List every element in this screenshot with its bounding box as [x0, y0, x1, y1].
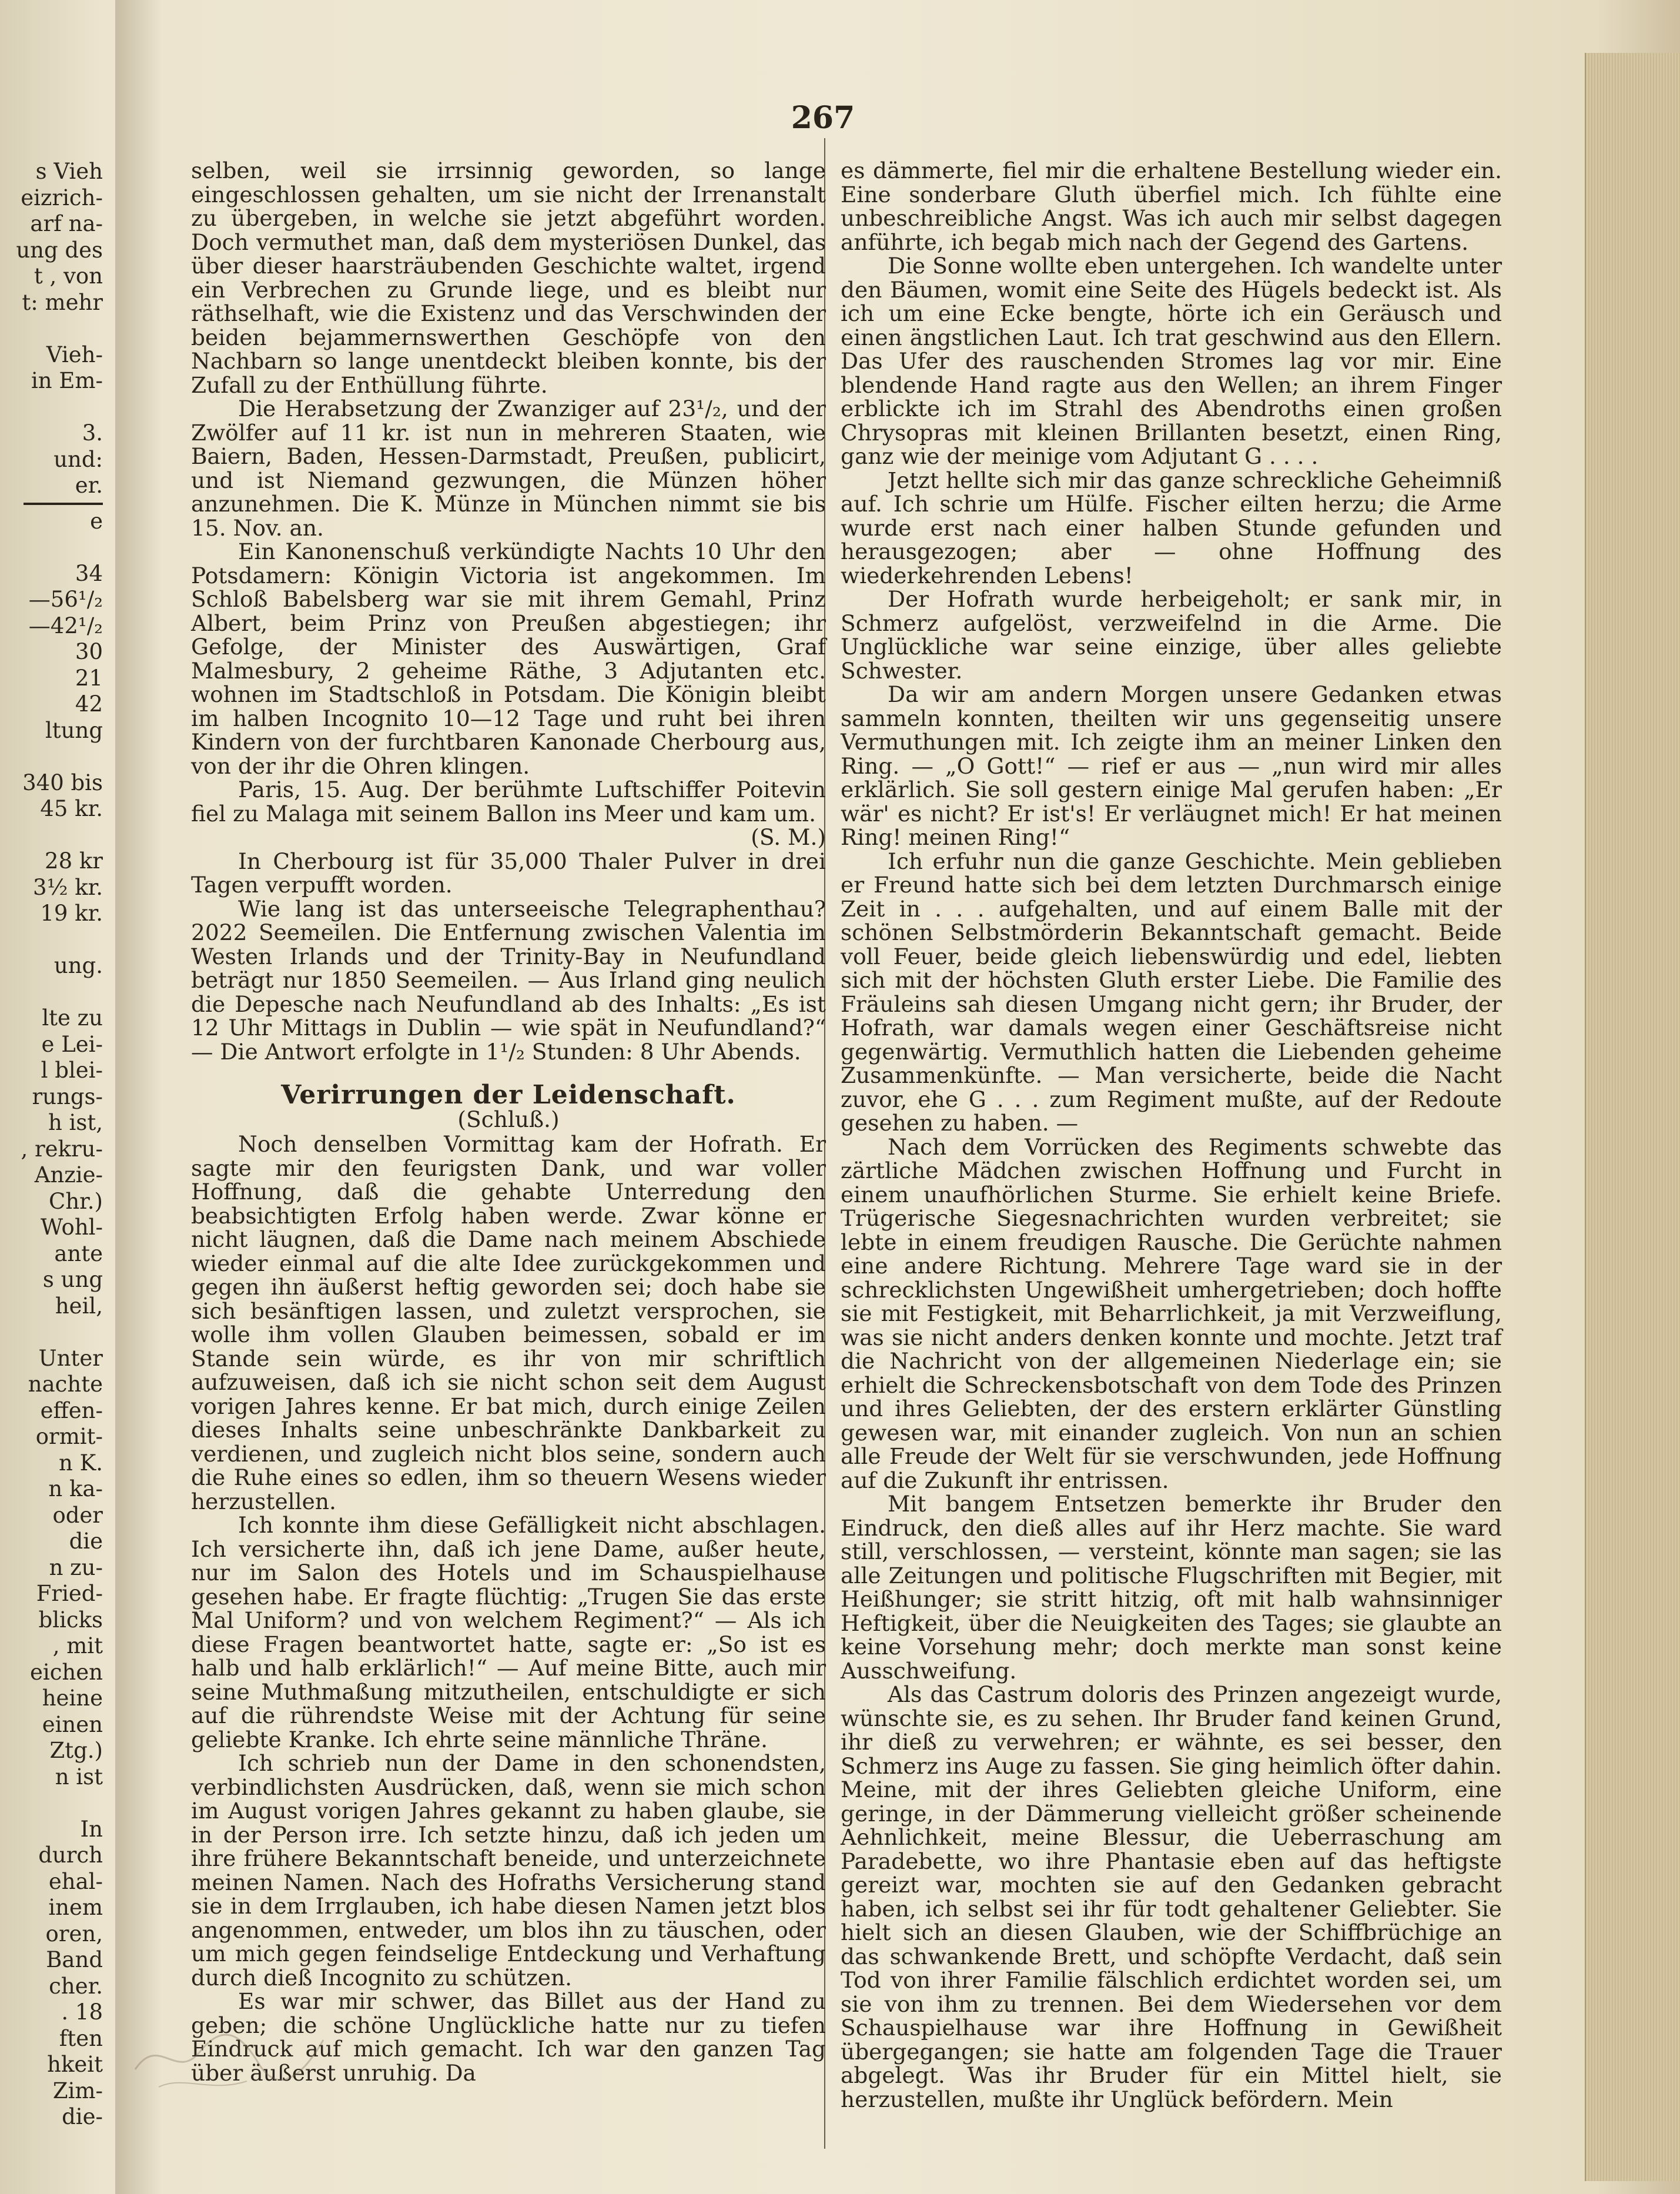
fragment-line: blicks: [38, 1607, 103, 1633]
section-heading: Verirrungen der Leidenschaft.: [281, 1080, 736, 1110]
fragment-line: cher.: [49, 1973, 103, 1999]
fragment-line: ormit-: [35, 1424, 103, 1449]
fragment-line: Wohl-: [41, 1215, 103, 1240]
fragment-line: einen: [42, 1711, 103, 1737]
fragment-line: s Vieh: [35, 159, 103, 184]
fragment-line: inem: [48, 1895, 103, 1920]
fragment-line: [0, 979, 103, 1006]
fragment-line: e Lei-: [41, 1031, 103, 1057]
right-paragraph: es dämmerte, fiel mir die erhaltene Bestellung wieder ein. Eine sonderbare Gluth überfiel mich. Ich fühlte eine unbeschreibliche Angst. Was ich auch mir selbst dagegen anführte, ich begab mich nach der Gegend des Gartens.: [841, 158, 1502, 255]
fragment-line: [0, 1319, 103, 1346]
story-paragraph: Es war mir schwer, das Billet aus der Hand zu geben; die schöne Unglückliche hatte nur zu tiefen Eindruck auf mich gemacht. Ich war den ganzen Tag über äußerst unruhig. Da: [191, 1988, 826, 2086]
news-paragraph: selben, weil sie irrsinnig geworden, so lange eingeschlossen gehalten, um sie nicht der Irrenanstalt zu übergeben, in welche sie jetzt abgeführt worden. Doch vermuthet man, daß dem mysteriösen Dunkel, das über dieser haarsträubenden Geschichte waltet, irgend ein Verbrechen zu Grunde liege, und es bleibt nur räthselhaft, wie die Existenz und das Verschwinden der beiden bejammernswerthen Geschöpfe von den Nachbarn so lange unentdeckt bleiben konnte, bis der Zufall zu der Enthüllung führte.: [191, 158, 826, 398]
fragment-line: rungs-: [32, 1083, 103, 1109]
fragment-line: [0, 534, 103, 561]
news-paragraph: Ein Kanonenschuß verkündigte Nachts 10 Uhr den Potsdamern: Königin Victoria ist angekommen. Im Schloß Babelsberg war sie mit ihrem Gemahl, Prinz Albert, beim Prinz von Preußen abgestiegen; ihr Gefolge, der Minister des Auswärtigen, Graf Malmesbury, 2 geheime Räthe, 3 Adjutanten etc. wohnen im Stadtschloß in Potsdam. Die Königin bleibt im halben Incognito 10—12 Tage und ruht bei ihren Kindern von der furchtbaren Kanonade Cherbourg aus, von der ihr die Ohren klingen.: [191, 539, 826, 779]
fragment-line: Zim-: [52, 2078, 103, 2103]
story-paragraph: Ich schrieb nun der Dame in den schonendsten, verbindlichsten Ausdrücken, daß, wenn sie mich schon im August vorigen Jahres gekannt zu haben glaube, sie in der Person irre. Ich setzte hinzu, daß ich jeden um ihre frühere Bekanntschaft beneide, und unterzeichnete meinen Namen. Nach des Hofraths Versicherung stand sie in dem Irrglauben, ich habe diesen Namen jetzt blos angenommen, entweder, um blos ihn zu täuschen, oder um mich gegen feindselige Entdeckung und Verhaftung durch dieß Incognito zu schützen.: [191, 1750, 826, 1991]
news-paragraph: Die Herabsetzung der Zwanziger auf 23¹/₂, und der Zwölfer auf 11 kr. ist nun in mehreren Staaten, wie Baiern, Baden, Hessen-Darmstadt, Preußen, publicirt, und ist Niemand gezwungen, die Münzen höher anzunehmen. Die K. Münze in München nimmt sie bis 15. Nov. an.: [191, 396, 826, 541]
fragment-line: —42¹/₂: [28, 613, 103, 638]
fragment-line: , mit: [52, 1633, 103, 1658]
right-paragraph: Als das Castrum doloris des Prinzen angezeigt wurde, wünschte sie, es zu sehen. Ihr Bruder fand keinen Grund, ihr dieß zu verwehren; er wähnte, es sei besser, den Schmerz ins Auge zu fassen. Sie ging heimlich öfter dahin. Meine, mit der ihres Geliebten gleiche Uniform, eine geringe, in der Dämmerung vielleicht größer scheinende Aehnlichkeit, meine Blessur, die Ueberraschung am Paradebette, wo ihre Phantasie eben auf das heftigste gereizt war, mochten sie auf den Gedanken gebracht haben, ich selbst sei ihr für todt gehaltener Geliebter. Sie hielt sich an diesen Glauben, wie der Schiffbrüchige an das schwankende Brett, und schöpfte Verdacht, daß sein Tod von ihrer Familie fälschlich erdichtet worden sei, um sie von ihm zu trennen. Bei dem Wiedersehen vor dem Schauspielhause war ihre Hoffnung in Gewißheit übergegangen; sie hatte am folgenden Tage die Trauer abgelegt. Was ihr Bruder für ein Mittel hielt, sie herzustellen, mußte ihr Unglück befördern. Mein: [841, 1681, 1502, 2112]
right-paragraph: Ich erfuhr nun die ganze Geschichte. Mein geblieben er Freund hatte sich bei dem letzten Durchmarsch einige Zeit in . . . aufgehalten, und auf einem Balle mit der schönen Selbstmörderin Bekanntschaft gemacht. Beide voll Feuer, beide gleich liebenswürdig und edel, liebten sich mit der höchsten Gluth erster Liebe. Die Familie des Fräuleins sah diesen Umgang nicht gern; ihr Bruder, der Hofrath, war damals wegen einer Geschäftsreise nicht gegenwärtig. Vermuthlich hatten die Liebenden geheime Zusammenkünfte. — Man versicherte, beide die Nacht zuvor, ehe G . . . zum Regiment mußte, auf der Redoute gesehen zu haben. —: [841, 848, 1502, 1136]
fragment-line: 3.: [82, 420, 103, 446]
fragment-line: [0, 394, 103, 421]
fragment-line: Fried-: [36, 1581, 103, 1606]
fragment-line: 45 kr.: [40, 796, 103, 821]
fragment-line: 21: [75, 665, 103, 691]
news-paragraph: Paris, 15. Aug. Der berühmte Luftschiffer Poitevin fiel zu Malaga mit seinem Ballon ins Meer und kam um.: [191, 777, 826, 827]
fragment-line: oren,: [45, 1921, 103, 1946]
fragment-line: n ka-: [48, 1476, 103, 1501]
fragment-line: 340 bis: [22, 770, 103, 795]
fragment-line: [0, 316, 103, 342]
fragment-line: ltung: [45, 717, 103, 743]
fragment-line: t , von: [34, 263, 103, 289]
fragment-line: ung des: [16, 237, 103, 263]
fragment-line: heine: [42, 1685, 103, 1711]
fragment-line: h ist,: [48, 1110, 103, 1135]
fragment-line: nachte: [28, 1372, 103, 1397]
fragment-line: [0, 927, 103, 954]
story-paragraphs: [191, 1132, 826, 2085]
fragment-line: [0, 744, 103, 770]
fragment-line: und:: [53, 446, 103, 472]
fragment-line: n K.: [59, 1450, 103, 1476]
news-paragraph: (S. M.): [751, 824, 826, 850]
fragment-line: l blei-: [41, 1058, 103, 1083]
fragment-line: 19 kr.: [40, 901, 103, 926]
fragment-line: [0, 822, 103, 849]
fragment-line: lte zu: [42, 1005, 103, 1031]
fragment-line: ehal-: [48, 1868, 103, 1894]
news-paragraph: Wie lang ist das unterseeische Telegraphenthau? 2022 Seemeilen. Die Entfernung zwischen Valentia im Westen Irlands und der Trinity-Bay in Neufundland beträgt nur 1850 Seemeilen. — Aus Irland ging neulich die Depesche nach Neufundland ab des Inhalts: „Es ist 12 Uhr Mittags in Dublin — wie spät in Neufundland?“ — Die Antwort erfolgte in 1¹/₂ Stunden: 8 Uhr Abends.: [191, 895, 826, 1065]
right-paragraph: Mit bangem Entsetzen bemerkte ihr Bruder den Eindruck, den dieß alles auf ihr Herz machte. Sie ward still, verschlossen, — versteint, könnte man sagen; sie las alle Zeitungen und politische Flugschriften mit Begier, mit Heißhunger; sie stritt hitzig, oft mit halb wahnsinniger Heftigkeit, über die Neuigkeiten des Tages; sie glaubte an keine Vorsehung mehr; doch merkte man sonst keine Ausschweifung.: [841, 1491, 1502, 1684]
right-paragraph: Da wir am andern Morgen unsere Gedanken etwas sammeln konnten, theilten wir uns gegenseitig unsere Vermuthungen mit. Ich zeigte ihm an meiner Linken den Ring. — „O Gott!“ — rief er aus — „nun wird mir alles erklärlich. Sie soll gestern einige Mal gerufen haben: „Er wär' es nicht? Er ist's! Er verläugnet mich! Er hat meinen Ring! meinen Ring!“: [841, 681, 1502, 850]
fragment-line: die-: [62, 2104, 103, 2129]
fragment-line: effen-: [40, 1397, 103, 1423]
fragment-line: Vieh-: [46, 342, 103, 367]
page-number: 267: [791, 100, 855, 136]
fragment-line: , rekru-: [21, 1136, 103, 1162]
fragment-line: Unter: [38, 1345, 103, 1371]
left-column: [191, 159, 826, 2085]
fragment-line: eizrich-: [21, 185, 103, 210]
fragment-line: In: [80, 1816, 103, 1842]
fragment-line: 42: [75, 691, 103, 717]
fragment-line: durch: [38, 1842, 103, 1868]
right-paragraph: Nach dem Vorrücken des Regiments schwebte das zärtliche Mädchen zwischen Hoffnung und Furcht in einem unaufhörlichen Sturme. Sie erhielt keine Briefe. Trügerische Siegesnachrichten wurden verbreitet; sie lebte in einem freudigen Rausche. Die Gerüchte nahmen eine andere Richtung. Mehrere Tage ward sie in der schrecklichsten Ungewißheit umhergetrieben; doch hoffte sie mit Festigkeit, mit Beharrlichkeit, ja mit Verzweiflung, was sie nicht anders denken konnte und mochte. Jetzt traf die Nachricht von der allgemeinen Niederlage ein; sie erhielt die Schreckensbotschaft von dem Tode des Prinzen und ihres Geliebten, der des erstern erklärter Günstling gewesen war, mit einander zugleich. Von nun an schien alle Freude der Welt für sie verschwunden, jede Hoffnung auf die Zukunft ihr entrissen.: [841, 1133, 1502, 1493]
fragment-line: e: [90, 508, 103, 534]
fragment-line: —56¹/₂: [28, 587, 103, 612]
fragment-line: oder: [52, 1502, 103, 1528]
fragment-line: in Em-: [31, 368, 103, 393]
fragment-line: 34: [75, 560, 103, 586]
fragment-line: hkeit: [47, 2052, 103, 2077]
news-paragraph: In Cherbourg ist für 35,000 Thaler Pulver in drei Tagen verpufft worden.: [191, 848, 826, 898]
book-gutter-shadow: [115, 0, 162, 2194]
fragment-line: t: mehr: [22, 289, 103, 315]
fragment-line: eichen: [29, 1659, 103, 1685]
fragment-line: 30: [75, 639, 103, 664]
facing-page-fragments: [0, 159, 103, 2131]
story-paragraph: Ich konnte ihm diese Gefälligkeit nicht abschlagen. Ich versicherte ihn, daß ich jene Dame, außer heute, nur im Salon des Hotels und im Schauspielhause gesehen habe. Er fragte flüchtig: „Trugen Sie das erste Mal Uniform? und von welchem Regiment?“ — Als ich diese Fragen beantwortet hatte, sagte er: „So ist es halb und halb erklärlich!“ — Auf meine Bitte, auch mir seine Muthmaßung mitzutheilen, entschuldigte er sich auf die rührendste Weise mit der Achtung für seine geliebte Kranke. Ich ehrte seine männliche Thräne.: [191, 1512, 826, 1752]
section-subheading: (Schluß.): [457, 1106, 560, 1132]
fragment-line: Band: [46, 1947, 103, 1972]
right-paragraph: Die Sonne wollte eben untergehen. Ich wandelte unter den Bäumen, womit eine Seite des Hügels bedeckt ist. Als ich um eine Ecke bengte, hörte ich ein Geräusch und einen ängstlichen Laut. Ich trat geschwind aus den Ellern. Das Ufer des rauschenden Stromes lag vor mir. Eine blendende Hand ragte aus den Wellen; an ihrem Finger erblickte ich im Strahl des Abendroths einen großen Chrysopras mit kleinen Brillanten besetzt, einen Ring, ganz wie der meinige vom Adjutant G . . . .: [841, 253, 1502, 469]
fragment-line: [0, 1790, 103, 1817]
news-items: [191, 159, 826, 1063]
right-column: [841, 159, 1502, 2111]
fragment-line: ante: [54, 1240, 103, 1266]
fragment-line: Ztg.): [49, 1738, 103, 1763]
right-paragraph: Jetzt hellte sich mir das ganze schreckliche Geheimniß auf. Ich schrie um Hülfe. Fischer eilten herzu; die Arme wurde erst nach einer halben Stunde gefunden und herausgezogen; aber — ohne Hoffnung des wiederkehrenden Lebens!: [841, 467, 1502, 588]
fragment-line: die: [69, 1529, 103, 1554]
fragment-line: 3½ kr.: [33, 874, 103, 900]
fragment-line: s ung: [42, 1267, 103, 1292]
fragment-line: Chr.): [49, 1188, 103, 1214]
fragment-line: n ist: [55, 1764, 103, 1790]
fragment-line: Anzie-: [34, 1162, 103, 1188]
story-continuation: [841, 159, 1502, 2111]
handwritten-pencil-mark: [123, 1999, 370, 2099]
fragment-line: ung.: [53, 953, 103, 978]
fragment-line: ften: [59, 2025, 103, 2051]
right-paragraph: Der Hofrath wurde herbeigeholt; er sank mir, in Schmerz aufgelöst, verzweifelnd in die Arme. Die Unglückliche war seine einzige, über alles geliebte Schwester.: [841, 586, 1502, 684]
fragment-line: n zu-: [49, 1554, 103, 1580]
book-page-edges: [1585, 53, 1680, 2181]
fragment-line: 28 kr: [45, 848, 103, 874]
fragment-line: . 18: [61, 1999, 103, 2025]
fragment-rule: [24, 503, 103, 505]
fragment-line: er.: [75, 473, 103, 498]
story-paragraph: Noch denselben Vormittag kam der Hofrath. Er sagte mir den feurigsten Dank, und war voller Hoffnung, daß die gehabte Unterredung den beabsichtigten Erfolg haben werde. Zwar könne er nicht läugnen, daß die Dame nach meinem Abschiede wieder einmal auf die alte Idee zurückgekommen und gegen ihn äußerst heftig geworden sei; doch habe sie sich besänftigen lassen, und zuletzt versprochen, sie wolle ihm vollen Glauben beimessen, sobald er im Stande sein würde, es ihr von mir schriftlich aufzuweisen, daß ich sie nicht schon seit dem August vorigen Jahres kenne. Er bat mich, durch einige Zeilen dieses Inhalts seine unbeschränkte Dankbarkeit zu verdienen, und zugleich nicht blos seine, sondern auch die Ruhe eines so edlen, ihm so theuern Wesens wieder herzustellen.: [191, 1131, 826, 1514]
fragment-line: heil,: [55, 1293, 103, 1319]
fragment-line: arf na-: [30, 211, 103, 236]
